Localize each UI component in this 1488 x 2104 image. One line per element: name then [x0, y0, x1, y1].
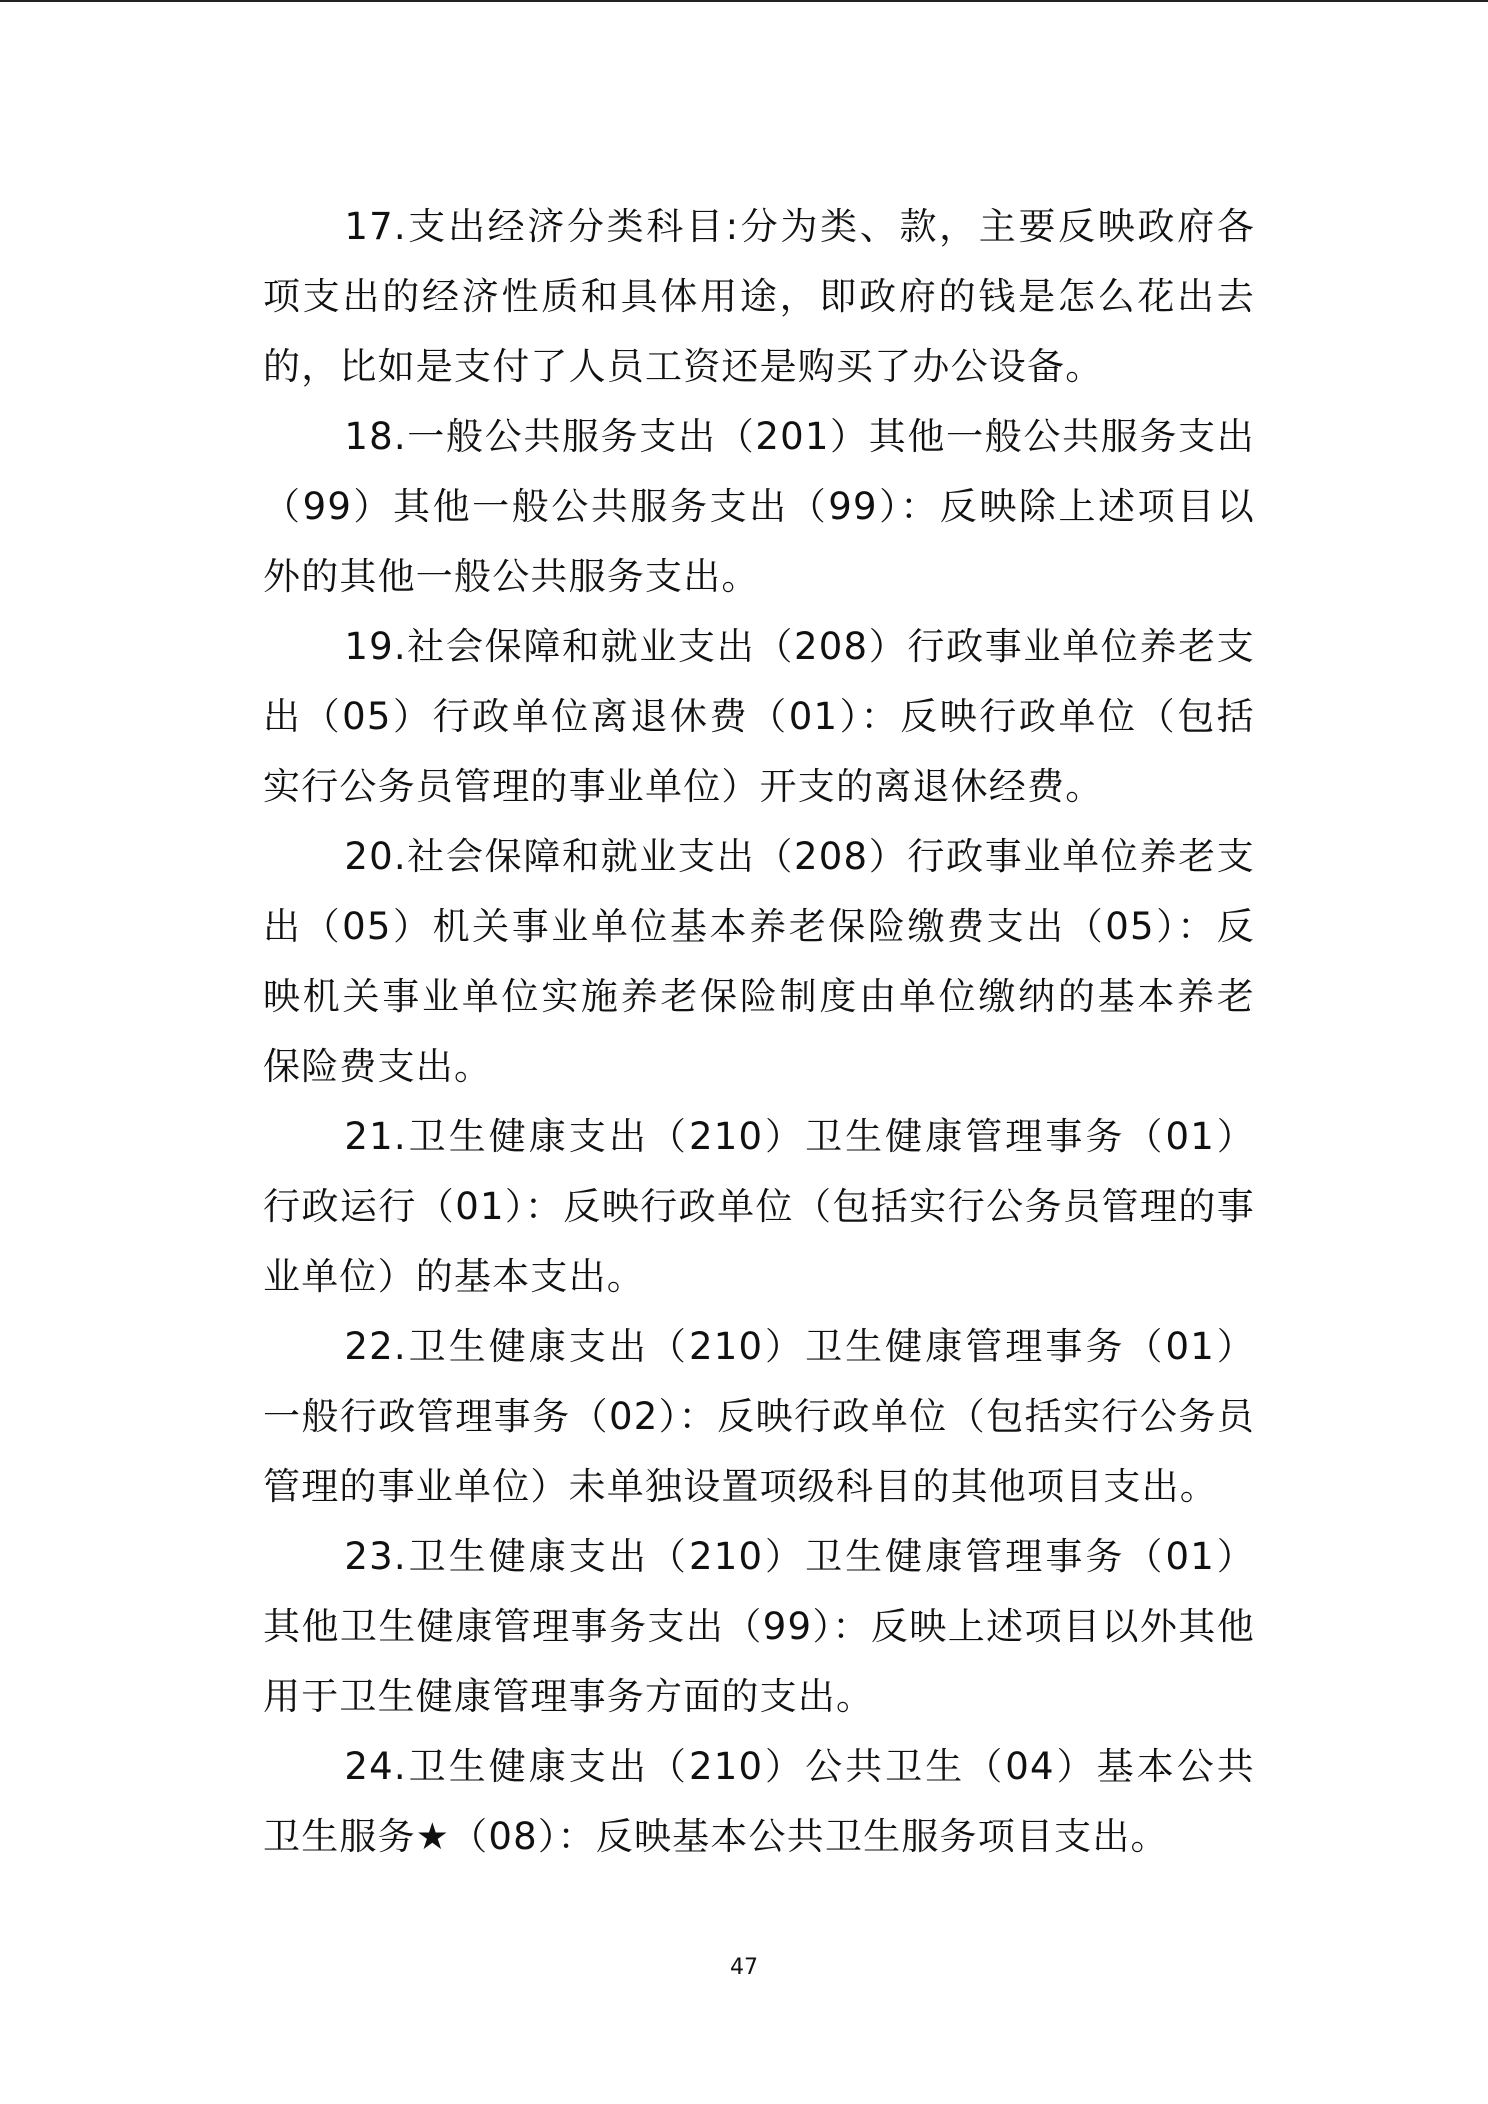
top-border-line [0, 0, 1488, 2]
paragraph-18: 18.一般公共服务支出（201）其他一般公共服务支出（99）其他一般公共服务支出（99）：反映除上述项目以外的其他一般公共服务支出。 [263, 415, 1255, 598]
page-number: 47 [730, 1955, 758, 1980]
paragraph-22: 22.卫生健康支出（210）卫生健康管理事务（01）一般行政管理事务（02）：反映行政单位（包括实行公务员管理的事业单位）未单独设置项级科目的其他项目支出。 [263, 1325, 1255, 1508]
paragraph-19: 19.社会保障和就业支出（208）行政事业单位养老支出（05）行政单位离退休费（01）：反映行政单位（包括实行公务员管理的事业单位）开支的离退休经费。 [263, 625, 1255, 808]
paragraph-23: 23.卫生健康支出（210）卫生健康管理事务（01）其他卫生健康管理事务支出（99）：反映上述项目以外其他用于卫生健康管理事务方面的支出。 [263, 1535, 1255, 1718]
body-text [263, 192, 1255, 1872]
paragraph-20: 20.社会保障和就业支出（208）行政事业单位养老支出（05）机关事业单位基本养老保险缴费支出（05）：反映机关事业单位实施养老保险制度由单位缴纳的基本养老保险费支出。 [263, 835, 1255, 1088]
paragraph-17: 17.支出经济分类科目:分为类、款，主要反映政府各项支出的经济性质和具体用途，即政府的钱是怎么花出去的，比如是支付了人员工资还是购买了办公设备。 [263, 205, 1255, 388]
paragraph-21: 21.卫生健康支出（210）卫生健康管理事务（01）行政运行（01）：反映行政单位（包括实行公务员管理的事业单位）的基本支出。 [263, 1115, 1255, 1298]
paragraph-24: 24.卫生健康支出（210）公共卫生（04）基本公共卫生服务★（08）：反映基本公共卫生服务项目支出。 [263, 1745, 1255, 1858]
